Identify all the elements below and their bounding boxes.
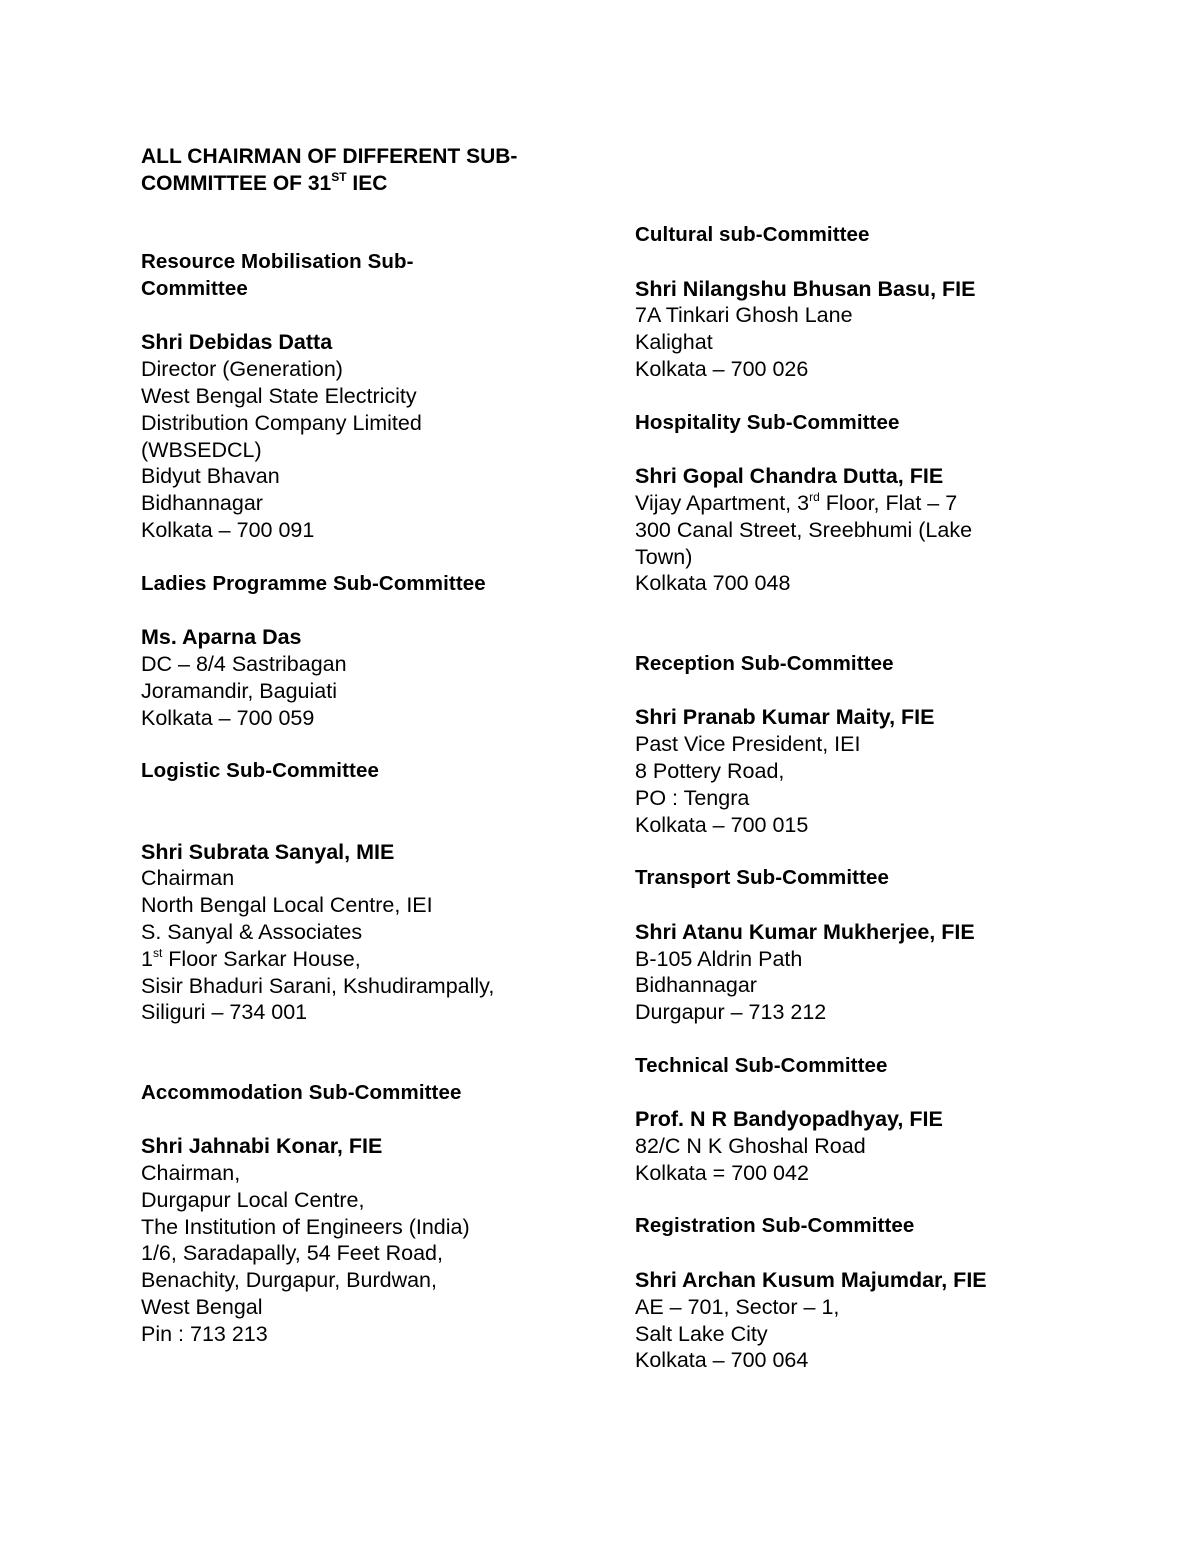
section-heading: Registration Sub-Committee	[635, 1214, 915, 1238]
floor-text: Floor Sarkar House,	[162, 946, 361, 971]
section-logistic	[141, 758, 601, 1026]
address-line: Sisir Bhaduri Sarani, Kshudirampally,	[141, 973, 495, 998]
chairman-name: Shri Subrata Sanyal, MIE	[141, 839, 395, 864]
title-line-2-text: COMMITTEE OF 31	[141, 172, 332, 195]
address-line: AE – 701, Sector – 1,	[635, 1294, 840, 1319]
address-line: S. Sanyal & Associates	[141, 919, 363, 944]
chairman-name: Shri Atanu Kumar Mukherjee, FIE	[635, 919, 975, 944]
address-line: The Institution of Engineers (India)	[141, 1214, 470, 1239]
section-hospitality	[635, 410, 1175, 598]
address-line: DC – 8/4 Sastribagan	[141, 651, 347, 676]
section-heading: Logistic Sub-Committee	[141, 759, 379, 783]
section-heading: Hospitality Sub-Committee	[635, 410, 900, 434]
address-line: 7A Tinkari Ghosh Lane	[635, 303, 853, 328]
section-heading: Accommodation Sub-Committee	[141, 1080, 462, 1104]
address-line: 8 Pottery Road,	[635, 758, 785, 783]
chairman-name: Shri Nilangshu Bhusan Basu, FIE	[635, 276, 976, 301]
section-heading: Resource Mobilisation Sub-	[141, 250, 414, 273]
chairman-name: Prof. N R Bandyopadhyay, FIE	[635, 1107, 943, 1132]
address-line	[141, 946, 601, 973]
ordinal-superscript: rd	[809, 489, 820, 504]
address-line: B-105 Aldrin Path	[635, 946, 803, 971]
address-text: Vijay Apartment, 3	[635, 490, 810, 515]
left-column	[141, 249, 601, 1348]
address-line: Kolkata 700 048	[635, 571, 791, 596]
chairman-name: Shri Gopal Chandra Dutta, FIE	[635, 464, 944, 489]
address-line: Bidhannagar	[141, 491, 263, 516]
section-registration	[635, 1213, 1175, 1374]
address-line: Kolkata – 700 091	[141, 517, 315, 542]
title-line-2-suffix: IEC	[346, 172, 388, 195]
address-line: Director (Generation)	[141, 357, 343, 382]
section-heading: Ladies Programme Sub-Committee	[141, 571, 486, 595]
address-line: Benachity, Durgapur, Burdwan,	[141, 1268, 437, 1293]
address-line: Kolkata – 700 059	[141, 705, 315, 730]
section-reception	[635, 651, 1175, 839]
address-line: Chairman,	[141, 1161, 241, 1186]
chairman-name: Ms. Aparna Das	[141, 625, 302, 650]
chairman-name: Shri Archan Kusum Majumdar, FIE	[635, 1268, 987, 1293]
address-line: Chairman	[141, 866, 235, 891]
address-text-suffix: Floor, Flat – 7	[819, 490, 958, 515]
address-line: Siliguri – 734 001	[141, 1000, 308, 1025]
address-line: 1/6, Saradapally, 54 Feet Road,	[141, 1241, 443, 1266]
document-title	[141, 143, 601, 197]
title-line-1: ALL CHAIRMAN OF DIFFERENT SUB-	[141, 145, 518, 168]
right-column	[635, 222, 1175, 1374]
address-line: 82/C N K Ghoshal Road	[635, 1134, 866, 1159]
address-line: Kolkata – 700 015	[635, 812, 809, 837]
section-resource-mobilisation	[141, 249, 601, 544]
address-line: Bidyut Bhavan	[141, 464, 280, 489]
section-technical	[635, 1053, 1175, 1187]
address-line: Kolkata – 700 026	[635, 356, 809, 381]
address-line: PO : Tengra	[635, 785, 750, 810]
ordinal-superscript: st	[152, 945, 163, 960]
address-line: North Bengal Local Centre, IEI	[141, 893, 433, 918]
floor-number: 1	[141, 946, 153, 971]
section-heading: Cultural sub-Committee	[635, 223, 870, 246]
chairman-name: Shri Debidas Datta	[141, 330, 333, 355]
address-line: Past Vice President, IEI	[635, 732, 861, 757]
address-line: Bidhannagar	[635, 973, 757, 998]
address-line: Kalighat	[635, 330, 713, 355]
address-line: (WBSEDCL)	[141, 437, 262, 462]
address-line	[635, 490, 1175, 517]
section-accommodation	[141, 1080, 601, 1348]
address-line: Durgapur Local Centre,	[141, 1187, 365, 1212]
address-line: West Bengal State Electricity	[141, 383, 417, 408]
section-heading: Reception Sub-Committee	[635, 651, 894, 675]
title-superscript: ST	[331, 170, 347, 184]
address-line: West Bengal	[141, 1295, 263, 1320]
section-heading-cont: Committee	[141, 276, 248, 300]
address-line: Salt Lake City	[635, 1321, 768, 1346]
address-line: 300 Canal Street, Sreebhumi (Lake	[635, 517, 973, 542]
chairman-name: Shri Jahnabi Konar, FIE	[141, 1134, 383, 1159]
section-cultural	[635, 222, 1175, 383]
section-transport	[635, 865, 1175, 1026]
address-line: Joramandir, Baguiati	[141, 678, 337, 703]
section-heading: Technical Sub-Committee	[635, 1053, 888, 1077]
address-line: Distribution Company Limited	[141, 410, 422, 435]
address-line: Kolkata = 700 042	[635, 1160, 809, 1185]
address-line: Town)	[635, 544, 693, 569]
title-line-2	[141, 170, 601, 197]
address-line: Durgapur – 713 212	[635, 1000, 827, 1025]
section-ladies-programme	[141, 571, 601, 732]
chairman-name: Shri Pranab Kumar Maity, FIE	[635, 705, 935, 730]
address-line: Kolkata – 700 064	[635, 1348, 809, 1373]
address-line: Pin : 713 213	[141, 1321, 268, 1346]
section-heading: Transport Sub-Committee	[635, 866, 890, 890]
